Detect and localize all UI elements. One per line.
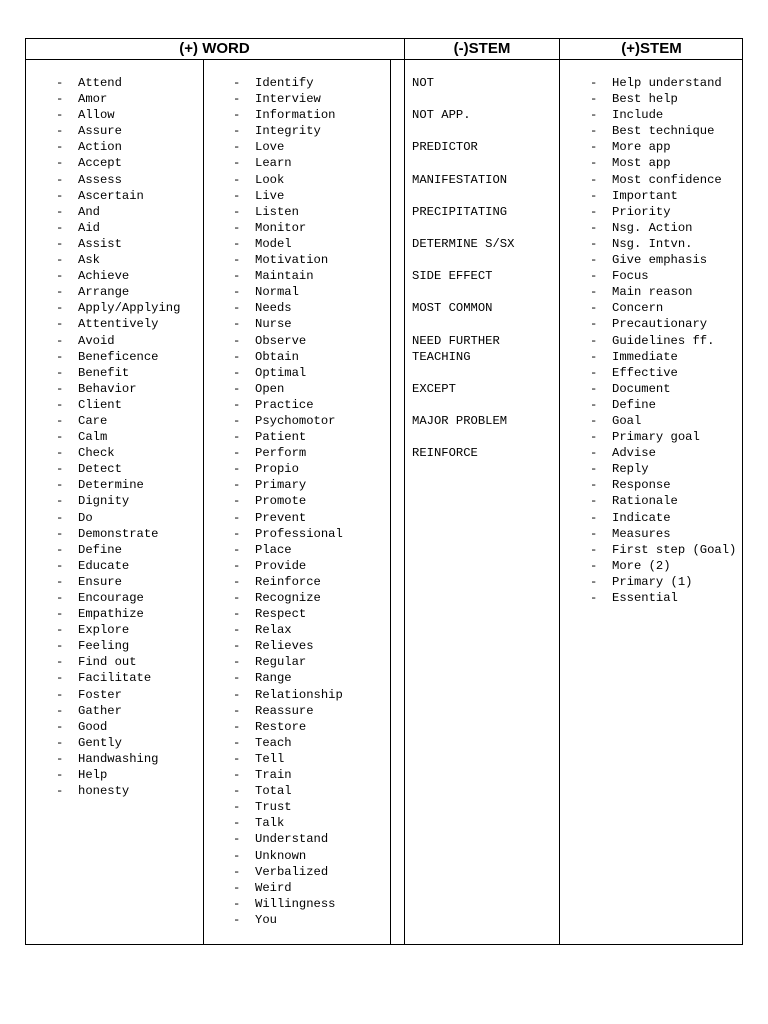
positive-stem-item: - Nsg. Intvn.	[590, 236, 742, 252]
word-item: - Model	[233, 236, 390, 252]
positive-stem-item: - Help understand	[590, 75, 742, 91]
word-item: - Avoid	[56, 333, 202, 349]
word-item: - Ensure	[56, 574, 202, 590]
word-item: - Reinforce	[233, 574, 390, 590]
word-item: - Obtain	[233, 349, 390, 365]
word-item: - Relieves	[233, 638, 390, 654]
word-item: - Prevent	[233, 510, 390, 526]
word-item: - Information	[233, 107, 390, 123]
positive-stem-item: - Effective	[590, 365, 742, 381]
word-item: - Monitor	[233, 220, 390, 236]
word-item: - Calm	[56, 429, 202, 445]
word-item: - Respect	[233, 606, 390, 622]
positive-stem-item: - Concern	[590, 300, 742, 316]
word-item: - Action	[56, 139, 202, 155]
negative-stem-item: SIDE EFFECT	[412, 269, 493, 284]
word-item: - Practice	[233, 397, 390, 413]
positive-stem-item: - Best technique	[590, 123, 742, 139]
word-item: - Teach	[233, 735, 390, 751]
word-item: - Assure	[56, 123, 202, 139]
word-item: - Total	[233, 783, 390, 799]
word-item: - Handwashing	[56, 751, 202, 767]
word-item: - Open	[233, 381, 390, 397]
positive-stem-item: - Focus	[590, 268, 742, 284]
word-item: - Integrity	[233, 123, 390, 139]
word-item: - Willingness	[233, 896, 390, 912]
word-item: - honesty	[56, 783, 202, 799]
column-divider	[390, 60, 391, 945]
word-item: - Explore	[56, 622, 202, 638]
word-item: - Arrange	[56, 284, 202, 300]
positive-stem-item: - Measures	[590, 526, 742, 542]
word-item: - Gather	[56, 703, 202, 719]
positive-stem-item: - Most confidence	[590, 172, 742, 188]
word-item: - Allow	[56, 107, 202, 123]
word-item: - Optimal	[233, 365, 390, 381]
word-item: - Tell	[233, 751, 390, 767]
negative-stem-item: DETERMINE S/SX	[412, 236, 515, 251]
word-item: - Attend	[56, 75, 202, 91]
word-item: - Care	[56, 413, 202, 429]
positive-stem-item: - Rationale	[590, 493, 742, 509]
word-item: - Love	[233, 139, 390, 155]
word-item: - Achieve	[56, 268, 202, 284]
word-item: - Restore	[233, 719, 390, 735]
word-item: - Understand	[233, 831, 390, 847]
word-item: - Relationship	[233, 687, 390, 703]
word-item: - Feeling	[56, 638, 202, 654]
word-item: - Empathize	[56, 606, 202, 622]
word-item: - Range	[233, 670, 390, 686]
positive-stem-item: - Precautionary	[590, 316, 742, 332]
positive-stem-item: - More (2)	[590, 558, 742, 574]
positive-stem-item: - Response	[590, 477, 742, 493]
word-item: - Weird	[233, 880, 390, 896]
positive-stem-item: - More app	[590, 139, 742, 155]
word-item: - Find out	[56, 654, 202, 670]
word-item: - Assist	[56, 236, 202, 252]
word-item: - Client	[56, 397, 202, 413]
word-item: - Define	[56, 542, 202, 558]
negative-stem-item: REINFORCE	[412, 446, 478, 461]
word-item: - Help	[56, 767, 202, 783]
word-item: - Ask	[56, 252, 202, 268]
positive-stem-item: - Best help	[590, 91, 742, 107]
positive-stem-list	[590, 75, 742, 606]
word-item: - Facilitate	[56, 670, 202, 686]
word-item: - Observe	[233, 333, 390, 349]
word-item: - Learn	[233, 155, 390, 171]
word-item: - And	[56, 204, 202, 220]
positive-stem-item: - Main reason	[590, 284, 742, 300]
word-item: - Patient	[233, 429, 390, 445]
word-item: - Demonstrate	[56, 526, 202, 542]
positive-stem-item: - Define	[590, 397, 742, 413]
word-item: - Regular	[233, 654, 390, 670]
word-item: - Detect	[56, 461, 202, 477]
word-item: - Perform	[233, 445, 390, 461]
positive-stem-item: - First step (Goal)	[590, 542, 742, 558]
word-item: - Behavior	[56, 381, 202, 397]
header-positive-stem: (+)STEM	[621, 40, 682, 57]
word-item: - Place	[233, 542, 390, 558]
column-divider	[559, 38, 560, 945]
positive-stem-item: - Include	[590, 107, 742, 123]
word-item: - Nurse	[233, 316, 390, 332]
positive-stem-item: - Advise	[590, 445, 742, 461]
positive-stem-item: - Give emphasis	[590, 252, 742, 268]
word-item: - Assess	[56, 172, 202, 188]
word-item: - Verbalized	[233, 864, 390, 880]
word-item: - Recognize	[233, 590, 390, 606]
word-item: - Gently	[56, 735, 202, 751]
word-item: - Foster	[56, 687, 202, 703]
word-item: - Psychomotor	[233, 413, 390, 429]
word-item: - Trust	[233, 799, 390, 815]
negative-stem-item: MOST COMMON	[412, 301, 493, 316]
positive-stem-item: - Primary (1)	[590, 574, 742, 590]
positive-stem-item: - Indicate	[590, 510, 742, 526]
word-item: - Relax	[233, 622, 390, 638]
word-item: - Identify	[233, 75, 390, 91]
word-item: - Maintain	[233, 268, 390, 284]
word-item: - Normal	[233, 284, 390, 300]
negative-stem-item: MAJOR PROBLEM	[412, 413, 508, 428]
word-item: - Do	[56, 510, 202, 526]
header-negative-stem: (-)STEM	[453, 40, 511, 57]
word-item: - Educate	[56, 558, 202, 574]
negative-stem-item: PRECIPITATING	[412, 204, 508, 219]
negative-stem-item: MANIFESTATION	[412, 172, 508, 187]
word-item: - Listen	[233, 204, 390, 220]
word-item: - Provide	[233, 558, 390, 574]
word-item: - You	[233, 912, 390, 928]
positive-stem-item: - Immediate	[590, 349, 742, 365]
word-item: - Determine	[56, 477, 202, 493]
word-item: - Ascertain	[56, 188, 202, 204]
positive-stem-item: - Primary goal	[590, 429, 742, 445]
word-item: - Interview	[233, 91, 390, 107]
positive-stem-item: - Important	[590, 188, 742, 204]
negative-stem-item: PREDICTOR	[412, 140, 478, 155]
word-item: - Benefit	[56, 365, 202, 381]
word-item: - Accept	[56, 155, 202, 171]
word-item: - Beneficence	[56, 349, 202, 365]
word-item: - Train	[233, 767, 390, 783]
keyword-table	[25, 38, 743, 945]
column-divider	[203, 60, 204, 945]
negative-stem-item: NOT	[412, 76, 434, 90]
word-item: - Apply/Applying	[56, 300, 202, 316]
word-item: - Aid	[56, 220, 202, 236]
word-item: - Propio	[233, 461, 390, 477]
word-item: - Motivation	[233, 252, 390, 268]
word-item: - Live	[233, 188, 390, 204]
word-item: - Amor	[56, 91, 202, 107]
positive-stem-item: - Reply	[590, 461, 742, 477]
word-item: - Talk	[233, 815, 390, 831]
word-item: - Encourage	[56, 590, 202, 606]
word-item: - Look	[233, 172, 390, 188]
word-item: - Check	[56, 445, 202, 461]
header-divider	[25, 59, 743, 60]
negative-stem-item: EXCEPT	[412, 381, 456, 396]
positive-stem-item: - Nsg. Action	[590, 220, 742, 236]
negative-stem-item: NEED FURTHER TEACHING	[412, 333, 500, 364]
word-item: - Professional	[233, 526, 390, 542]
positive-stem-item: - Document	[590, 381, 742, 397]
negative-stem-list	[412, 75, 557, 477]
header-word: (+) WORD	[179, 40, 250, 57]
positive-stem-item: - Priority	[590, 204, 742, 220]
word-list-column-1	[56, 75, 202, 799]
word-item: - Attentively	[56, 316, 202, 332]
word-item: - Unknown	[233, 848, 390, 864]
positive-stem-item: - Most app	[590, 155, 742, 171]
word-item: - Promote	[233, 493, 390, 509]
positive-stem-item: - Goal	[590, 413, 742, 429]
negative-stem-item: NOT APP.	[412, 108, 471, 123]
word-item: - Good	[56, 719, 202, 735]
word-item: - Primary	[233, 477, 390, 493]
word-item: - Dignity	[56, 493, 202, 509]
positive-stem-item: - Guidelines ff.	[590, 333, 742, 349]
word-item: - Needs	[233, 300, 390, 316]
positive-stem-item: - Essential	[590, 590, 742, 606]
word-list-column-2	[233, 75, 390, 928]
column-divider	[404, 38, 405, 945]
word-item: - Reassure	[233, 703, 390, 719]
